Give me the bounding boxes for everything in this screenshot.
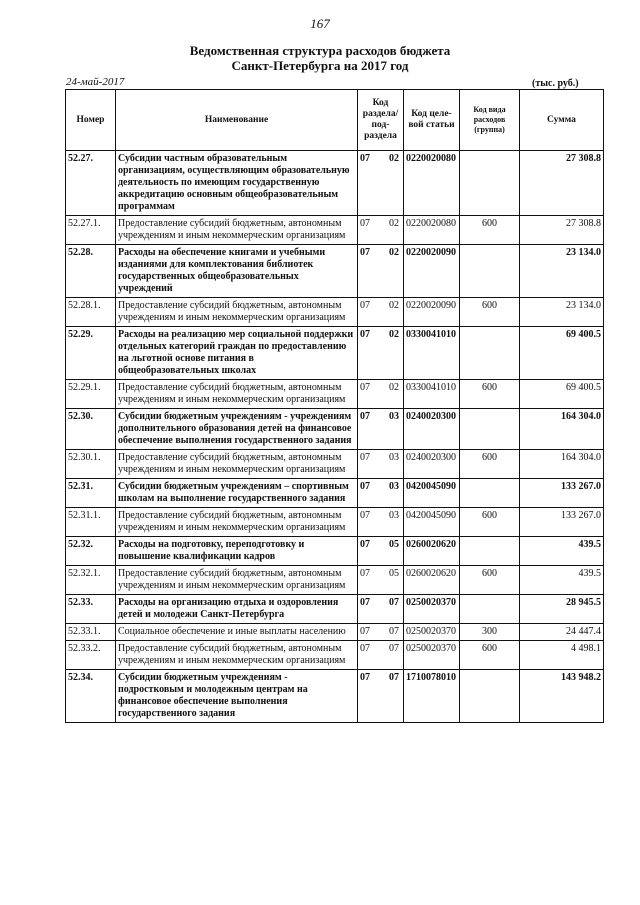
page-number: 167 xyxy=(310,16,330,31)
row-section: 07 xyxy=(360,481,370,492)
row-sum: 133 267.0 xyxy=(520,479,604,508)
header-type: Код вида расходов (группа) xyxy=(460,90,520,151)
row-number: 52.30. xyxy=(66,409,116,450)
table-row xyxy=(66,327,604,380)
row-name: Субсидии бюджетным учреждениям - подростковым и молодежным центрам на финансовое обеспечение выполнения государственного задания xyxy=(116,670,358,723)
row-name: Предоставление субсидий бюджетным, автономным учреждениям и иным некоммерческим организациям xyxy=(116,298,358,327)
row-subsection: 07 xyxy=(389,597,399,608)
table-row xyxy=(66,624,604,641)
table-row xyxy=(66,216,604,245)
row-section-code xyxy=(358,327,404,380)
row-section-code xyxy=(358,380,404,409)
row-name: Предоставление субсидий бюджетным, автономным учреждениям и иным некоммерческим организациям xyxy=(116,641,358,670)
row-subsection: 02 xyxy=(389,153,399,164)
row-name: Предоставление субсидий бюджетным, автономным учреждениям и иным некоммерческим организациям xyxy=(116,450,358,479)
row-section: 07 xyxy=(360,643,370,654)
row-number: 52.30.1. xyxy=(66,450,116,479)
row-name: Предоставление субсидий бюджетным, автономным учреждениям и иным некоммерческим организациям xyxy=(116,508,358,537)
row-subsection: 03 xyxy=(389,510,399,521)
header-section: Код раздела/ под-раздела xyxy=(358,90,404,151)
row-subsection: 07 xyxy=(389,643,399,654)
row-article-code: 0260020620 xyxy=(404,566,460,595)
row-section-code xyxy=(358,508,404,537)
document-date: 24-май-2017 xyxy=(66,76,125,88)
row-subsection: 05 xyxy=(389,568,399,579)
table-row xyxy=(66,641,604,670)
row-number: 52.33.2. xyxy=(66,641,116,670)
row-sum: 69 400.5 xyxy=(520,380,604,409)
row-section-code xyxy=(358,298,404,327)
row-section: 07 xyxy=(360,597,370,608)
table-row xyxy=(66,479,604,508)
row-expense-type: 600 xyxy=(460,380,520,409)
table-row xyxy=(66,245,604,298)
table-row xyxy=(66,508,604,537)
table-row xyxy=(66,450,604,479)
row-number: 52.31. xyxy=(66,479,116,508)
row-section-code xyxy=(358,479,404,508)
row-section: 07 xyxy=(360,672,370,683)
row-name: Расходы на реализацию мер социальной поддержки отдельных категорий граждан по предоставлению на льготной основе питания в общеобразовательных школах xyxy=(116,327,358,380)
row-section: 07 xyxy=(360,411,370,422)
row-subsection: 03 xyxy=(389,481,399,492)
row-article-code: 0330041010 xyxy=(404,327,460,380)
row-subsection: 05 xyxy=(389,539,399,550)
row-article-code: 0220020090 xyxy=(404,298,460,327)
row-name: Предоставление субсидий бюджетным, автономным учреждениям и иным некоммерческим организациям xyxy=(116,216,358,245)
table-row xyxy=(66,380,604,409)
row-section: 07 xyxy=(360,300,370,311)
row-section-code xyxy=(358,670,404,723)
row-article-code: 0420045090 xyxy=(404,479,460,508)
row-sum: 27 308.8 xyxy=(520,216,604,245)
row-subsection: 02 xyxy=(389,382,399,393)
row-section-code xyxy=(358,624,404,641)
row-sum: 69 400.5 xyxy=(520,327,604,380)
row-number: 52.28. xyxy=(66,245,116,298)
row-section-code xyxy=(358,409,404,450)
row-section: 07 xyxy=(360,452,370,463)
row-sum: 27 308.8 xyxy=(520,151,604,216)
table-row xyxy=(66,409,604,450)
row-name: Расходы на подготовку, переподготовку и повышение квалификации кадров xyxy=(116,537,358,566)
row-sum: 133 267.0 xyxy=(520,508,604,537)
row-section-code xyxy=(358,595,404,624)
row-expense-type: 600 xyxy=(460,508,520,537)
row-expense-type xyxy=(460,409,520,450)
row-number: 52.32.1. xyxy=(66,566,116,595)
row-number: 52.33. xyxy=(66,595,116,624)
row-number: 52.31.1. xyxy=(66,508,116,537)
row-section: 07 xyxy=(360,568,370,579)
table-row xyxy=(66,298,604,327)
row-name: Предоставление субсидий бюджетным, автономным учреждениям и иным некоммерческим организациям xyxy=(116,380,358,409)
row-number: 52.27.1. xyxy=(66,216,116,245)
row-section: 07 xyxy=(360,329,370,340)
row-subsection: 03 xyxy=(389,452,399,463)
row-expense-type: 600 xyxy=(460,298,520,327)
row-expense-type: 600 xyxy=(460,566,520,595)
row-article-code: 0250020370 xyxy=(404,641,460,670)
row-expense-type xyxy=(460,327,520,380)
row-section: 07 xyxy=(360,153,370,164)
row-sum: 164 304.0 xyxy=(520,450,604,479)
table-row xyxy=(66,595,604,624)
table-row xyxy=(66,537,604,566)
row-subsection: 07 xyxy=(389,672,399,683)
row-article-code: 0220020090 xyxy=(404,245,460,298)
row-article-code: 0220020080 xyxy=(404,216,460,245)
row-section-code xyxy=(358,641,404,670)
table-row xyxy=(66,566,604,595)
row-expense-type: 600 xyxy=(460,641,520,670)
header-name: Наименование xyxy=(116,90,358,151)
row-article-code: 0240020300 xyxy=(404,450,460,479)
row-article-code: 0420045090 xyxy=(404,508,460,537)
row-section-code xyxy=(358,537,404,566)
table-row xyxy=(66,670,604,723)
row-number: 52.29.1. xyxy=(66,380,116,409)
row-section: 07 xyxy=(360,218,370,229)
row-number: 52.33.1. xyxy=(66,624,116,641)
row-subsection: 02 xyxy=(389,300,399,311)
row-name: Расходы на обеспечение книгами и учебными изданиями для комплектования библиотек государственных общеобразовательных учреждений xyxy=(116,245,358,298)
row-section: 07 xyxy=(360,626,370,637)
row-article-code: 0250020370 xyxy=(404,595,460,624)
row-expense-type xyxy=(460,670,520,723)
row-expense-type xyxy=(460,245,520,298)
row-name: Субсидии бюджетным учреждениям - учреждениям дополнительного образования детей на финансовое обеспечение выполнения государственного задания xyxy=(116,409,358,450)
row-name: Социальное обеспечение и иные выплаты населению xyxy=(116,624,358,641)
row-article-code: 0220020080 xyxy=(404,151,460,216)
row-number: 52.27. xyxy=(66,151,116,216)
header-article: Код целе-вой статьи xyxy=(404,90,460,151)
table-row xyxy=(66,151,604,216)
table-body xyxy=(66,151,604,723)
row-name: Субсидии частным образовательным организациям, осуществляющим образовательную деятельность по имеющим государственную аккредитацию основным общеобразовательным программам xyxy=(116,151,358,216)
row-section: 07 xyxy=(360,510,370,521)
row-section: 07 xyxy=(360,247,370,258)
row-subsection: 02 xyxy=(389,218,399,229)
row-expense-type: 600 xyxy=(460,216,520,245)
row-number: 52.34. xyxy=(66,670,116,723)
row-article-code: 0260020620 xyxy=(404,537,460,566)
row-article-code: 0330041010 xyxy=(404,380,460,409)
row-section: 07 xyxy=(360,382,370,393)
table-header-row xyxy=(66,90,604,151)
row-name: Предоставление субсидий бюджетным, автономным учреждениям и иным некоммерческим организациям xyxy=(116,566,358,595)
row-section: 07 xyxy=(360,539,370,550)
row-section-code xyxy=(358,151,404,216)
row-expense-type xyxy=(460,151,520,216)
row-article-code: 1710078010 xyxy=(404,670,460,723)
row-sum: 28 945.5 xyxy=(520,595,604,624)
title-line-2: Санкт-Петербурга на 2017 год xyxy=(231,58,409,73)
row-number: 52.32. xyxy=(66,537,116,566)
row-subsection: 02 xyxy=(389,247,399,258)
row-subsection: 07 xyxy=(389,626,399,637)
row-number: 52.28.1. xyxy=(66,298,116,327)
row-name: Расходы на организацию отдыха и оздоровления детей и молодежи Санкт-Петербурга xyxy=(116,595,358,624)
header-sum: Сумма xyxy=(520,90,604,151)
header-number: Номер xyxy=(66,90,116,151)
row-article-code: 0240020300 xyxy=(404,409,460,450)
row-sum: 439.5 xyxy=(520,537,604,566)
row-expense-type: 600 xyxy=(460,450,520,479)
budget-table xyxy=(65,89,604,723)
row-expense-type xyxy=(460,537,520,566)
row-sum: 439.5 xyxy=(520,566,604,595)
row-article-code: 0250020370 xyxy=(404,624,460,641)
document-title xyxy=(0,43,640,73)
row-name: Субсидии бюджетным учреждениям – спортивным школам на выполнение государственного задания xyxy=(116,479,358,508)
units-label: (тыс. руб.) xyxy=(532,78,579,89)
row-section-code xyxy=(358,450,404,479)
row-expense-type xyxy=(460,595,520,624)
row-subsection: 02 xyxy=(389,329,399,340)
row-section-code xyxy=(358,566,404,595)
row-sum: 23 134.0 xyxy=(520,245,604,298)
row-number: 52.29. xyxy=(66,327,116,380)
row-sum: 4 498.1 xyxy=(520,641,604,670)
row-sum: 24 447.4 xyxy=(520,624,604,641)
title-line-1: Ведомственная структура расходов бюджета xyxy=(189,43,451,58)
row-sum: 143 948.2 xyxy=(520,670,604,723)
row-section-code xyxy=(358,245,404,298)
row-sum: 23 134.0 xyxy=(520,298,604,327)
row-subsection: 03 xyxy=(389,411,399,422)
row-expense-type: 300 xyxy=(460,624,520,641)
row-section-code xyxy=(358,216,404,245)
row-expense-type xyxy=(460,479,520,508)
row-sum: 164 304.0 xyxy=(520,409,604,450)
